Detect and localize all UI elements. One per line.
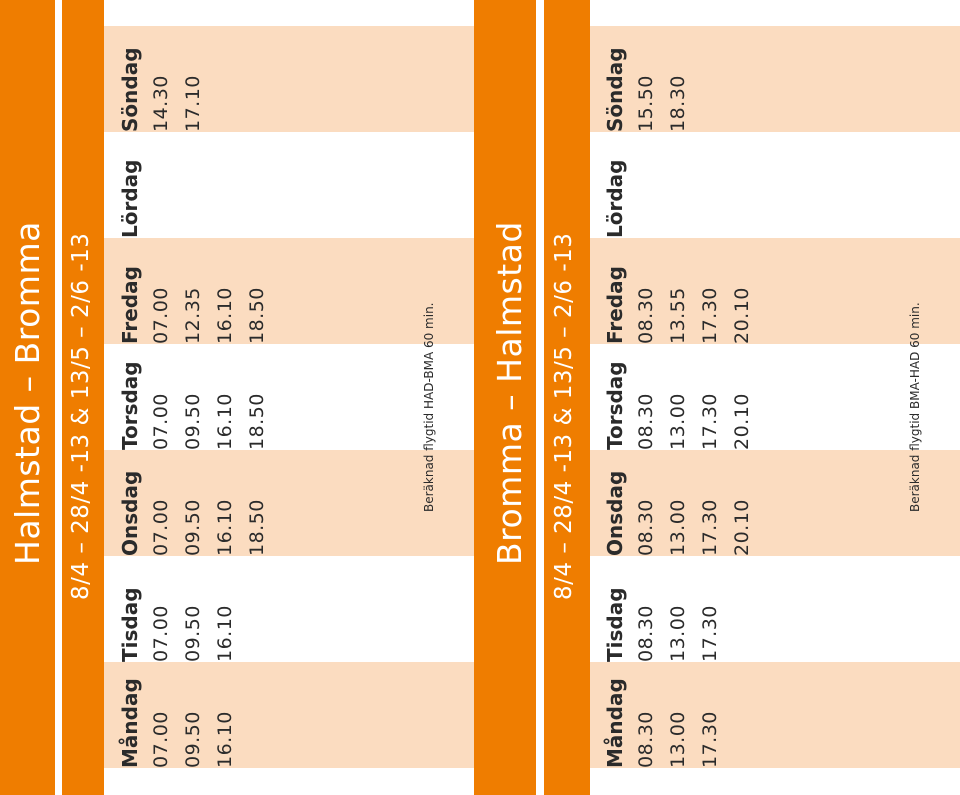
period-label: 8/4 – 28/4 -13 & 13/5 – 2/6 -13 [551, 232, 577, 600]
departure-time: 08.30 [635, 605, 657, 662]
day-label: Lördag [603, 159, 627, 238]
departure-time: 17.30 [699, 605, 721, 662]
route-title: Bromma – Halmstad [490, 221, 529, 565]
day-label: Måndag [603, 678, 627, 768]
departure-time: 17.30 [699, 393, 721, 450]
departure-time: 09.50 [182, 393, 204, 450]
day-column-sondag [600, 0, 694, 132]
departure-time: 07.00 [150, 287, 172, 344]
departure-time: 07.00 [150, 605, 172, 662]
departure-time: 07.00 [150, 499, 172, 556]
departure-time: 13.00 [667, 393, 689, 450]
departure-time: 07.00 [150, 393, 172, 450]
departure-time: 13.00 [667, 711, 689, 768]
day-label: Lördag [118, 159, 142, 238]
departure-time: 20.10 [731, 287, 753, 344]
departure-time: 08.30 [635, 499, 657, 556]
departure-time: 14.30 [150, 75, 172, 132]
day-label: Fredag [118, 266, 142, 344]
departure-time: 18.50 [246, 499, 268, 556]
day-label: Måndag [118, 678, 142, 768]
departure-time: 18.30 [667, 75, 689, 132]
departure-time: 16.10 [214, 605, 236, 662]
departure-time: 09.50 [182, 711, 204, 768]
day-label: Söndag [603, 47, 627, 132]
day-label: Onsdag [603, 470, 627, 556]
day-label: Söndag [118, 47, 142, 132]
day-label: Torsdag [603, 361, 627, 450]
departure-time: 08.30 [635, 393, 657, 450]
departure-time: 15.50 [635, 75, 657, 132]
route-title: Halmstad – Bromma [8, 221, 47, 565]
day-label: Tisdag [118, 587, 142, 662]
departure-time: 09.50 [182, 499, 204, 556]
departure-time: 09.50 [182, 605, 204, 662]
departure-time: 16.10 [214, 499, 236, 556]
day-label: Onsdag [118, 470, 142, 556]
departure-time: 18.50 [246, 393, 268, 450]
departure-time: 13.55 [667, 287, 689, 344]
departure-time: 17.30 [699, 287, 721, 344]
departure-time: 16.10 [214, 393, 236, 450]
period-label: 8/4 – 28/4 -13 & 13/5 – 2/6 -13 [68, 232, 94, 600]
departure-time: 18.50 [246, 287, 268, 344]
day-label: Tisdag [603, 587, 627, 662]
departure-time: 17.10 [182, 75, 204, 132]
departure-time: 16.10 [214, 711, 236, 768]
flight-time-note: Beräknad flygtid HAD-BMA 60 min. [422, 302, 436, 512]
departure-time: 17.30 [699, 711, 721, 768]
departure-time: 12.35 [182, 287, 204, 344]
flight-time-note: Beräknad flygtid BMA-HAD 60 min. [908, 302, 922, 512]
day-label: Torsdag [118, 361, 142, 450]
departure-time: 08.30 [635, 287, 657, 344]
departure-time: 13.00 [667, 605, 689, 662]
departure-time: 20.10 [731, 499, 753, 556]
departure-time: 08.30 [635, 711, 657, 768]
departure-time: 20.10 [731, 393, 753, 450]
day-label: Fredag [603, 266, 627, 344]
departure-time: 17.30 [699, 499, 721, 556]
departure-time: 07.00 [150, 711, 172, 768]
departure-time: 13.00 [667, 499, 689, 556]
departure-time: 16.10 [214, 287, 236, 344]
day-column-sondag [115, 0, 209, 132]
